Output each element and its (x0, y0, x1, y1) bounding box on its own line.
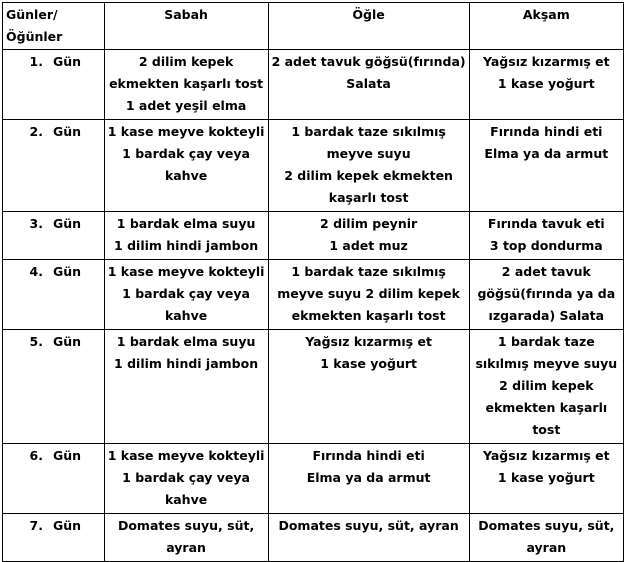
aksam-cell (469, 120, 623, 212)
day-label: Gün (53, 54, 82, 69)
header-ogle: Öğle (268, 3, 469, 50)
aksam-line: 2 adet tavuk (501, 264, 591, 279)
ogle-line: 2 dilim peynir (320, 216, 418, 231)
day-cell (3, 260, 105, 330)
aksam-cell (469, 330, 623, 444)
aksam-line: tost (532, 422, 561, 437)
table-row (3, 120, 624, 212)
day-label: Gün (53, 216, 82, 231)
header-days-line1: Günler/ (6, 7, 58, 22)
ogle-line: 2 dilim kepek ekmekten (284, 168, 453, 183)
day-cell (3, 444, 105, 514)
ogle-line: 2 adet tavuk göğsü(fırında) (271, 54, 466, 69)
aksam-line: Yağsız kızarmış et (482, 448, 610, 463)
aksam-cell (469, 260, 623, 330)
day-cell (3, 330, 105, 444)
aksam-cell (469, 50, 623, 120)
sabah-line: 1 bardak çay veya (122, 146, 250, 161)
sabah-cell (104, 120, 268, 212)
ogle-cell (268, 50, 469, 120)
aksam-line: ayran (526, 540, 567, 555)
ogle-cell (268, 212, 469, 260)
sabah-line: kahve (164, 308, 208, 323)
ogle-cell (268, 514, 469, 562)
header-aksam: Akşam (469, 3, 623, 50)
aksam-line: Yağsız kızarmış et (482, 54, 610, 69)
table-row (3, 514, 624, 562)
ogle-line: 1 adet muz (329, 238, 408, 253)
aksam-line: 1 kase yoğurt (497, 470, 595, 485)
day-label: Gün (53, 264, 82, 279)
day-cell (3, 212, 105, 260)
sabah-line: 1 dilim hindi jambon (114, 356, 259, 371)
ogle-cell (268, 330, 469, 444)
ogle-line: meyve suyu 2 dilim kepek (277, 286, 460, 301)
table-row (3, 260, 624, 330)
day-label: Gün (53, 334, 82, 349)
day-number: 2. (29, 124, 43, 139)
day-number: 6. (29, 448, 43, 463)
sabah-line: 1 bardak çay veya (122, 286, 250, 301)
ogle-cell (268, 260, 469, 330)
sabah-line: ayran (166, 540, 206, 555)
aksam-cell (469, 514, 623, 562)
aksam-line: ekmekten kaşarlı (485, 400, 608, 415)
sabah-cell (104, 50, 268, 120)
aksam-line: Fırında tavuk eti (487, 216, 605, 231)
sabah-line: 1 kase meyve kokteyli (107, 448, 265, 463)
day-cell (3, 50, 105, 120)
aksam-line: 1 bardak taze (497, 334, 595, 349)
header-sabah: Sabah (104, 3, 268, 50)
aksam-line: 2 dilim kepek (499, 378, 594, 393)
sabah-line: 1 bardak elma suyu (116, 216, 256, 231)
ogle-line: ekmekten kaşarlı tost (291, 308, 446, 323)
table-row (3, 444, 624, 514)
ogle-line: Domates suyu, süt, ayran (278, 518, 459, 533)
sabah-line: ekmekten kaşarlı tost (109, 76, 264, 91)
day-label: Gün (53, 518, 82, 533)
aksam-line: göğsü(fırında ya da (477, 286, 616, 301)
day-number: 3. (29, 216, 43, 231)
aksam-line: 1 kase yoğurt (497, 76, 595, 91)
ogle-line: 1 bardak taze sıkılmış (291, 124, 446, 139)
sabah-cell (104, 330, 268, 444)
ogle-line: 1 kase yoğurt (320, 356, 417, 371)
ogle-line: 1 bardak taze sıkılmış (291, 264, 446, 279)
header-days-line2: Öğünler (6, 29, 63, 44)
ogle-line: kaşarlı tost (328, 190, 409, 205)
sabah-cell (104, 514, 268, 562)
day-number: 7. (29, 518, 43, 533)
sabah-line: kahve (164, 492, 208, 507)
sabah-line: 2 dilim kepek (138, 54, 234, 69)
ogle-line: Salata (346, 76, 391, 91)
table-row (3, 212, 624, 260)
meal-plan-table (2, 2, 624, 562)
aksam-line: ızgarada) Salata (488, 308, 605, 323)
header-days (3, 3, 105, 50)
ogle-line: Elma ya da armut (306, 470, 431, 485)
sabah-cell (104, 260, 268, 330)
sabah-line: 1 kase meyve kokteyli (107, 124, 265, 139)
aksam-line: sıkılmış meyve suyu (475, 356, 618, 371)
header-row (3, 3, 624, 50)
aksam-cell (469, 212, 623, 260)
sabah-line: kahve (164, 168, 208, 183)
aksam-line: Domates suyu, süt, (478, 518, 615, 533)
table-row (3, 50, 624, 120)
day-label: Gün (53, 124, 82, 139)
day-label: Gün (53, 448, 82, 463)
sabah-line: Domates suyu, süt, (117, 518, 255, 533)
aksam-line: 3 top dondurma (489, 238, 603, 253)
aksam-line: Fırında hindi eti (490, 124, 603, 139)
table-row (3, 330, 624, 444)
sabah-line: 1 adet yeşil elma (125, 98, 247, 113)
ogle-cell (268, 120, 469, 212)
sabah-line: 1 dilim hindi jambon (114, 238, 259, 253)
day-number: 1. (29, 54, 43, 69)
day-number: 4. (29, 264, 43, 279)
sabah-cell (104, 444, 268, 514)
ogle-line: Fırında hindi eti (312, 448, 425, 463)
aksam-line: Elma ya da armut (484, 146, 609, 161)
sabah-line: 1 bardak elma suyu (116, 334, 256, 349)
day-number: 5. (29, 334, 43, 349)
sabah-cell (104, 212, 268, 260)
ogle-line: Yağsız kızarmış et (305, 334, 432, 349)
day-cell (3, 120, 105, 212)
ogle-cell (268, 444, 469, 514)
ogle-line: meyve suyu (326, 146, 411, 161)
aksam-cell (469, 444, 623, 514)
sabah-line: 1 kase meyve kokteyli (107, 264, 265, 279)
sabah-line: 1 bardak çay veya (122, 470, 250, 485)
day-cell (3, 514, 105, 562)
